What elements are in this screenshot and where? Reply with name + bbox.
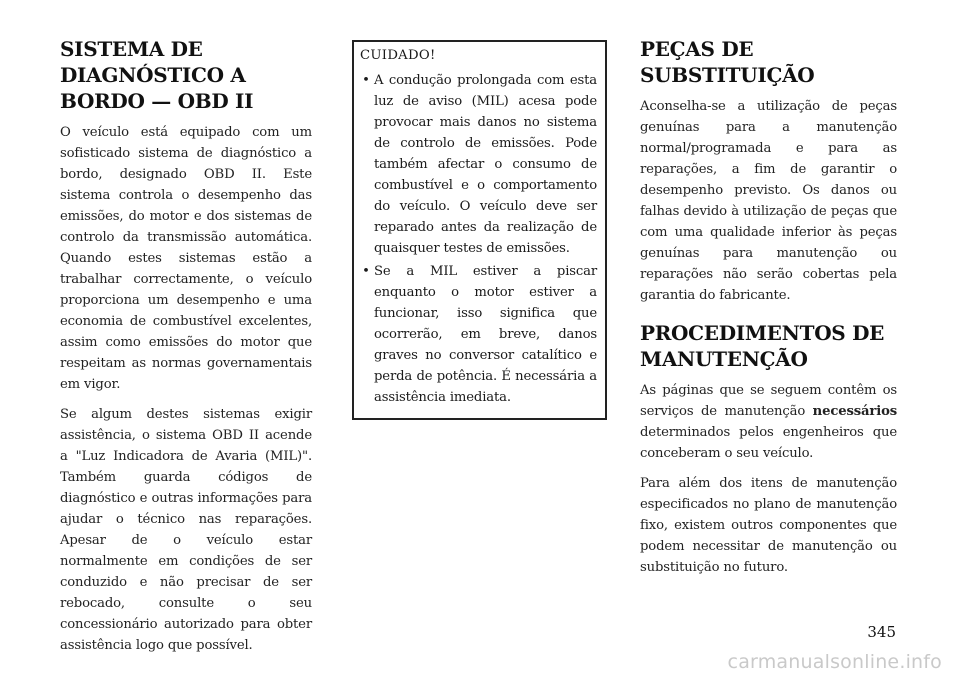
maintenance-procedures-heading: PROCEDIMENTOS DE MANUTENÇÃO — [640, 321, 885, 371]
caution-title: CUIDADO! — [360, 48, 436, 63]
page-number: 345 — [867, 623, 896, 641]
caution-item — [360, 70, 597, 259]
column-middle — [352, 40, 607, 420]
obd-section-heading: SISTEMA DE DIAGNÓSTICO A BORDO — OBD II — [60, 37, 254, 113]
column-right — [640, 36, 897, 587]
caution-box — [352, 40, 607, 420]
bullet-icon: • — [362, 264, 370, 279]
maintenance-paragraph-1-end: determinados pelos engenheiros que conceberam o seu veículo. — [640, 425, 897, 461]
caution-item-text: A condução prolongada com esta luz de aviso (MIL) acesa pode provocar mais danos no sistema de controlo de emissões. Pode também afectar o consumo de combustível e o comportamento do veículo. O veículo deve ser reparado antes da realização de quaisquer testes de emissões. — [374, 73, 597, 256]
obd-paragraph-2: Se algum destes sistemas exigir assistência, o sistema OBD II acende a "Luz Indicadora de Avaria (MIL)". Também guarda códigos de diagnóstico e outras informações para ajudar o técnico nas reparações. Apesar de o veículo estar normalmente em condições de ser conduzido e não precisar de ser rebocado, consulte o seu concessionário autorizado para obter assistência logo que possível. — [60, 407, 312, 653]
caution-item — [360, 261, 597, 408]
obd-paragraph-1: O veículo está equipado com um sofisticado sistema de diagnóstico a bordo, designado OBD II. Este sistema controla o desempenho das emissões, do motor e dos sistemas de controlo da transmissão automática. Quando estes sistemas estão a trabalhar correctamente, o veículo proporciona um desempenho e uma economia de combustível excelentes, assim como emissões do motor que respeitam as normas governamentais em vigor. — [60, 125, 312, 392]
caution-item-text: Se a MIL estiver a piscar enquanto o motor estiver a funcionar, isso significa que ocorrerão, em breve, danos graves no conversor catalítico e perda de potência. É necessária a assistência imediata. — [374, 264, 597, 405]
caution-list — [360, 70, 597, 408]
watermark: carmanualsonline.info — [727, 651, 942, 673]
replacement-parts-paragraph: Aconselha-se a utilização de peças genuínas para a manutenção normal/programada e para as reparações, a fim de garantir o desempenho previsto. Os danos ou falhas devido à utilização de peças que com uma qualidade inferior às peças genuínas para manutenção ou reparações não serão cobertas pela garantia do fabricante. — [640, 99, 897, 303]
maintenance-required-emphasis: necessários — [812, 404, 897, 419]
maintenance-paragraph-2: Para além dos itens de manutenção especificados no plano de manutenção fixo, existem outros componentes que podem necessitar de manutenção ou substituição no futuro. — [640, 476, 897, 575]
maintenance-paragraph-1-start: As páginas que se seguem contêm os serviços de manutenção — [640, 383, 897, 419]
bullet-icon: • — [362, 73, 370, 88]
column-left — [60, 36, 312, 665]
replacement-parts-heading: PEÇAS DE SUBSTITUIÇÃO — [640, 37, 815, 87]
maintenance-paragraph-1 — [640, 380, 897, 464]
